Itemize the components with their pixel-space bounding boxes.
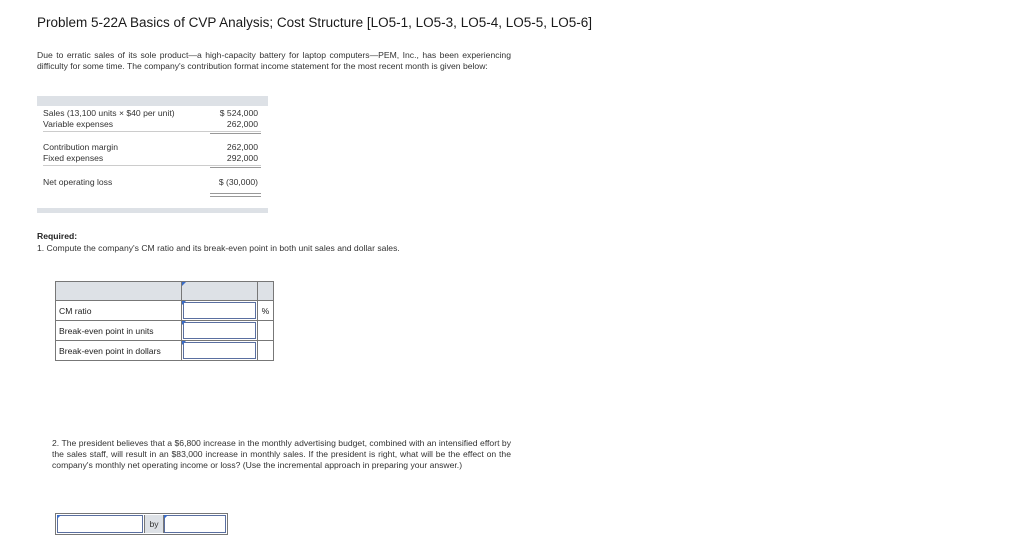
break-even-units-input[interactable] [183,322,256,339]
variable-expenses-value: 262,000 [226,119,258,129]
flag-icon [57,515,61,519]
contribution-margin-value: 262,000 [226,142,258,152]
statement-footer-bar [37,208,268,213]
variable-expenses-label: Variable expenses [43,119,114,129]
break-even-units-input-cell[interactable] [182,321,258,341]
contribution-margin-label: Contribution margin [43,142,118,152]
flag-icon [182,301,186,305]
fixed-expenses-value: 292,000 [226,153,258,163]
double-rule-top [210,193,261,194]
effect-amount-input[interactable] [164,515,226,533]
divider [43,165,261,166]
answer-table-1 [55,281,274,361]
statement-row-fixed [43,153,261,164]
break-even-dollars-label: Break-even point in dollars [56,341,182,361]
double-rule-bottom [210,196,261,197]
percent-unit: % [258,301,274,321]
statement-row-cm [43,142,261,153]
statement-header-bar [37,96,268,106]
table-row [56,301,274,321]
header-cell [56,282,182,301]
required-heading: Required: [37,231,78,241]
header-cell [258,282,274,301]
problem-title: Problem 5-22A Basics of CVP Analysis; Cost Structure [LO5-1, LO5-3, LO5-4, LO5-5, LO5-6] [37,15,593,30]
subtotal-rule [210,167,261,168]
table-row [56,341,274,361]
unit-cell [258,321,274,341]
flag-icon [182,341,186,345]
sales-value: $ 524,000 [219,108,258,118]
break-even-dollars-input[interactable] [183,342,256,359]
flag-icon [182,282,186,286]
divider [43,131,261,132]
statement-row-variable [43,119,261,130]
flag-icon [164,515,168,519]
table-row [56,321,274,341]
fixed-expenses-label: Fixed expenses [43,153,104,163]
net-operating-loss-value: $ (30,000) [218,177,258,187]
sales-label: Sales (13,100 units × $40 per unit) [43,108,175,118]
cm-ratio-input-cell[interactable] [182,301,258,321]
unit-cell [258,341,274,361]
statement-row-sales [43,108,261,119]
question-1: 1. Compute the company's CM ratio and its break-even point in both unit sales and dollar sales. [37,243,400,253]
statement-row-noi [43,177,261,188]
question-2: 2. The president believes that a $6,800 increase in the monthly advertising budget, combined with an intensified effort by the sales staff, will result in an $83,000 increase in monthly sales. If the president is right, what will be the effect on the company's monthly net operating income or loss? (Use the incremental approach in preparing your answer.) [52,438,511,470]
answer-table-header [56,282,274,301]
cm-ratio-input[interactable] [183,302,256,319]
net-operating-loss-label: Net operating loss [43,177,113,187]
flag-icon [182,321,186,325]
header-cell [182,282,258,301]
answer-row-2 [55,513,228,535]
cm-ratio-label: CM ratio [56,301,182,321]
intro-paragraph: Due to erratic sales of its sole product—a high-capacity battery for laptop computers—PEM, Inc., has been experiencing difficulty for some time. The company's contribution format income statement for the most recent month is given below: [37,50,511,71]
subtotal-rule [210,133,261,134]
break-even-units-label: Break-even point in units [56,321,182,341]
effect-direction-dropdown[interactable] [57,515,143,533]
by-label: by [144,515,164,533]
break-even-dollars-input-cell[interactable] [182,341,258,361]
